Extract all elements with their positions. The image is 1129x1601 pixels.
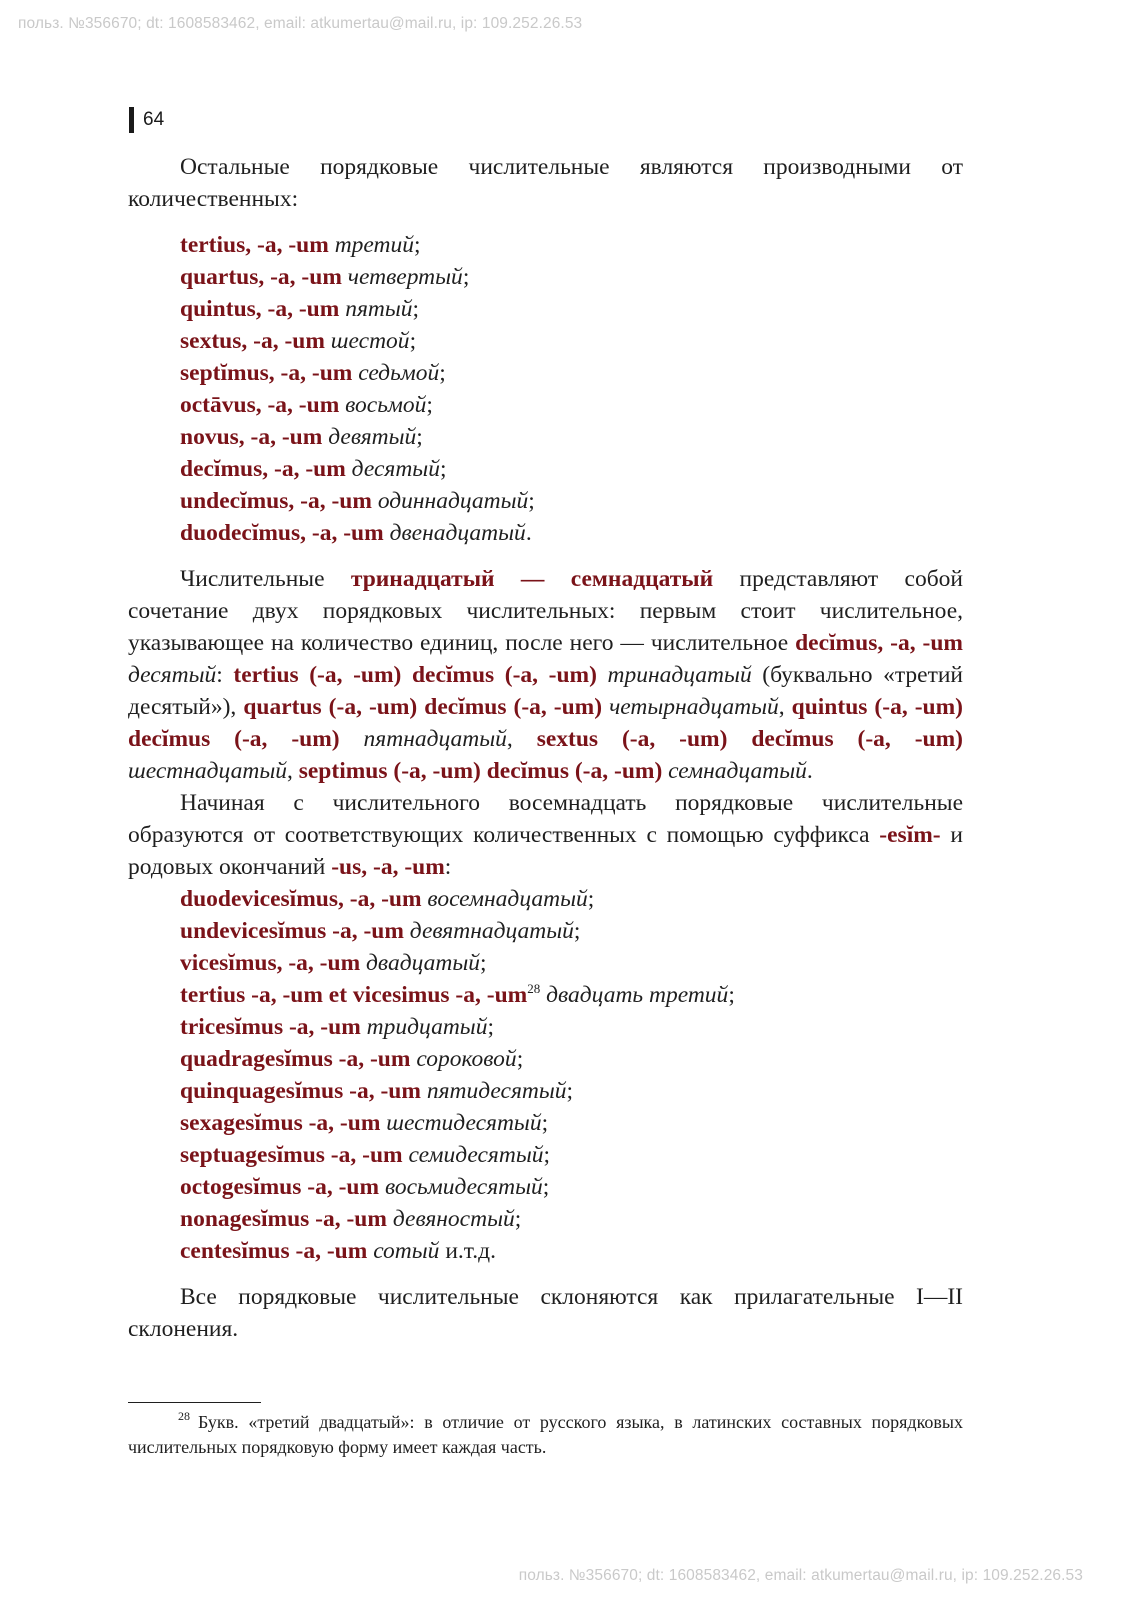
latin-term: novus, -a, -um xyxy=(180,424,323,450)
latin-term: octogesĭmus -a, -um xyxy=(180,1174,380,1200)
russian-gloss: двадцатый xyxy=(366,950,481,976)
russian-gloss: седьмой xyxy=(358,360,440,386)
watermark-bottom: польз. №356670; dt: 1608583462, email: atkumertau@mail.ru, ip: 109.252.26.53 xyxy=(518,1567,1083,1584)
latin-term: octāvus, -a, -um xyxy=(180,392,340,418)
suffix-paragraph: Начиная с числительного восемнадцать порядковые числительные образуются от соответствующих количественных с помощью суффикса -esĭm- и родовых окончаний -us, -a, -um: xyxy=(128,790,964,880)
list-item xyxy=(180,979,963,1011)
russian-gloss: двенадцатый xyxy=(389,520,526,546)
item-end: ; xyxy=(426,392,433,418)
latin-term: decĭmus, -a, -um xyxy=(795,630,964,656)
list-item xyxy=(180,293,963,325)
list-item xyxy=(180,883,963,915)
russian-gloss: шестнадцатый xyxy=(128,758,287,784)
list-item xyxy=(180,1139,963,1171)
endings-term: -us, -a, -um xyxy=(331,854,445,880)
footnote-number: 28 xyxy=(178,1408,190,1423)
page-number-text: 64 xyxy=(143,109,165,130)
russian-gloss: четвертый xyxy=(347,264,463,290)
russian-gloss: восьмидесятый xyxy=(384,1174,543,1200)
term-range: тринадцатый — семнадцатый xyxy=(350,566,714,592)
russian-gloss: десятый xyxy=(351,456,440,482)
item-end: ; xyxy=(516,1046,524,1072)
suffix-term: -esĭm- xyxy=(879,822,941,848)
latin-term: quinquagesĭmus -a, -um xyxy=(180,1078,421,1104)
russian-gloss: тринадцатый xyxy=(607,662,752,688)
latin-term: centesĭmus -a, -um xyxy=(180,1238,368,1264)
footnote xyxy=(128,1410,963,1460)
russian-gloss: восьмой xyxy=(345,392,427,418)
latin-term: duodecĭmus, -a, -um xyxy=(180,520,384,546)
item-end: . xyxy=(525,520,532,546)
latin-term: decĭmus, -a, -um xyxy=(180,456,346,482)
latin-term: tertius -a, -um et vicesimus -a, -um xyxy=(180,982,528,1008)
item-end: ; xyxy=(528,488,535,514)
item-end: ; xyxy=(542,1174,550,1200)
list-item xyxy=(180,421,963,453)
list-item xyxy=(180,517,963,549)
page-number-bar xyxy=(129,107,134,133)
russian-gloss: пятнадцатый xyxy=(363,726,507,752)
latin-term: quadragesĭmus -a, -um xyxy=(180,1046,411,1072)
ordinal-list-1 xyxy=(128,229,963,549)
russian-gloss: третий xyxy=(334,232,414,258)
list-item xyxy=(180,357,963,389)
russian-gloss: девятый xyxy=(328,424,417,450)
russian-gloss: восемнадцатый xyxy=(427,886,588,912)
item-end: ; xyxy=(587,886,595,912)
russian-gloss: одиннадцатый xyxy=(377,488,529,514)
list-item xyxy=(180,389,963,421)
latin-term: sextus (-a, -um) decĭmus (-a, -um) xyxy=(536,726,963,752)
latin-term: septimus (-a, -um) decĭmus (-a, -um) xyxy=(298,758,663,784)
latin-term: sexagesĭmus -a, -um xyxy=(180,1110,381,1136)
item-end: ; xyxy=(566,1078,574,1104)
footnote-ref: 28 xyxy=(527,980,541,996)
russian-gloss: семнадцатый xyxy=(668,758,807,784)
item-end: ; xyxy=(462,264,470,290)
list-item xyxy=(180,1011,963,1043)
russian-gloss: сороковой xyxy=(416,1046,517,1072)
list-item xyxy=(180,1043,963,1075)
footnote-divider xyxy=(128,1402,261,1403)
declension-paragraph: Все порядковые числительные склоняются как прилагательные I—II склонения. xyxy=(128,1284,963,1342)
item-end: ; xyxy=(414,232,421,258)
russian-gloss: шестидесятый xyxy=(386,1110,542,1136)
list-item xyxy=(180,1203,963,1235)
intro-paragraph: Остальные порядковые числительные являются производными от количественных: xyxy=(128,154,963,212)
item-end: ; xyxy=(412,296,420,322)
item-end: ; xyxy=(728,982,735,1008)
russian-gloss: пятидесятый xyxy=(426,1078,567,1104)
list-item xyxy=(180,229,963,261)
compound-ordinals-paragraph: Числительные тринадцатый — семнадцатый представляют собой сочетание двух порядковых числительных: первым стоит числительное, указывающее на количество единиц, после него — числительное decĭmus, -a, -um десятый: tertius (-a, -um) decĭmus (-a, -um) тринадцатый (буквально «третий десятый»), quartus (-a, -um) decĭmus (-a, -um) четырнадцатый, quintus (-a, -um) decĭmus (-a, -um) пятнадцатый, sextus (-a, -um) decĭmus (-a, -um) шестнадцатый, septimus (-a, -um) decĭmus (-a, -um) семнадцатый. xyxy=(128,566,964,784)
list-item xyxy=(180,1171,963,1203)
latin-term: vicesĭmus, -a, -um xyxy=(180,950,361,976)
russian-gloss: шестой xyxy=(330,328,410,354)
russian-gloss: двадцать третий xyxy=(546,982,729,1008)
ordinal-list-2 xyxy=(128,883,963,1267)
latin-term: quartus, -a, -um xyxy=(180,264,342,290)
footnote-text: Букв. «третий двадцатый»: в отличие от русского языка, в латинских составных порядковых числительных порядковую форму имеет каждая часть. xyxy=(128,1412,963,1457)
latin-term: duodevicesĭmus, -a, -um xyxy=(180,886,422,912)
item-end: ; xyxy=(487,1014,494,1040)
russian-gloss: девятнадцатый xyxy=(409,918,574,944)
russian-gloss: тридцатый xyxy=(366,1014,488,1040)
list-item xyxy=(180,453,963,485)
russian-gloss: семидесятый xyxy=(408,1142,544,1168)
item-end: ; xyxy=(439,456,447,482)
list-item xyxy=(180,915,963,947)
latin-term: undecĭmus, -a, -um xyxy=(180,488,372,514)
item-end: ; xyxy=(439,360,446,386)
item-end: и.т.д. xyxy=(439,1238,496,1264)
page-number xyxy=(129,106,164,134)
item-end: ; xyxy=(541,1110,549,1136)
watermark-top: польз. №356670; dt: 1608583462, email: atkumertau@mail.ru, ip: 109.252.26.53 xyxy=(18,15,583,32)
item-end: ; xyxy=(416,424,423,450)
latin-term: undevicesĭmus -a, -um xyxy=(180,918,404,944)
page-body xyxy=(128,151,963,1345)
latin-term: tertius (-a, -um) decĭmus (-a, -um) xyxy=(233,662,597,688)
latin-term: septuagesĭmus -a, -um xyxy=(180,1142,403,1168)
item-end: ; xyxy=(480,950,487,976)
russian-gloss: четырнадцатый xyxy=(609,694,779,720)
list-item xyxy=(180,261,963,293)
item-end: ; xyxy=(409,328,417,354)
latin-term: quintus, -a, -um xyxy=(180,296,340,322)
item-end: ; xyxy=(573,918,581,944)
list-item xyxy=(180,485,963,517)
latin-term: quintus (-a, -um) decĭmus (-a, -um) xyxy=(128,694,963,752)
list-item xyxy=(180,1235,963,1267)
item-end: ; xyxy=(543,1142,551,1168)
russian-gloss: десятый xyxy=(128,662,217,688)
russian-gloss: сотый xyxy=(373,1238,440,1264)
latin-term: tertius, -a, -um xyxy=(180,232,329,258)
list-item xyxy=(180,1107,963,1139)
russian-gloss: пятый xyxy=(345,296,413,322)
latin-term: quartus (-a, -um) decĭmus (-a, -um) xyxy=(243,694,603,720)
list-item xyxy=(180,1075,963,1107)
latin-term: septĭmus, -a, -um xyxy=(180,360,353,386)
latin-term: sextus, -a, -um xyxy=(180,328,325,354)
latin-term: tricesĭmus -a, -um xyxy=(180,1014,361,1040)
russian-gloss: девяностый xyxy=(392,1206,515,1232)
item-end: ; xyxy=(514,1206,522,1232)
latin-term: nonagesĭmus -a, -um xyxy=(180,1206,387,1232)
list-item xyxy=(180,947,963,979)
list-item xyxy=(180,325,963,357)
